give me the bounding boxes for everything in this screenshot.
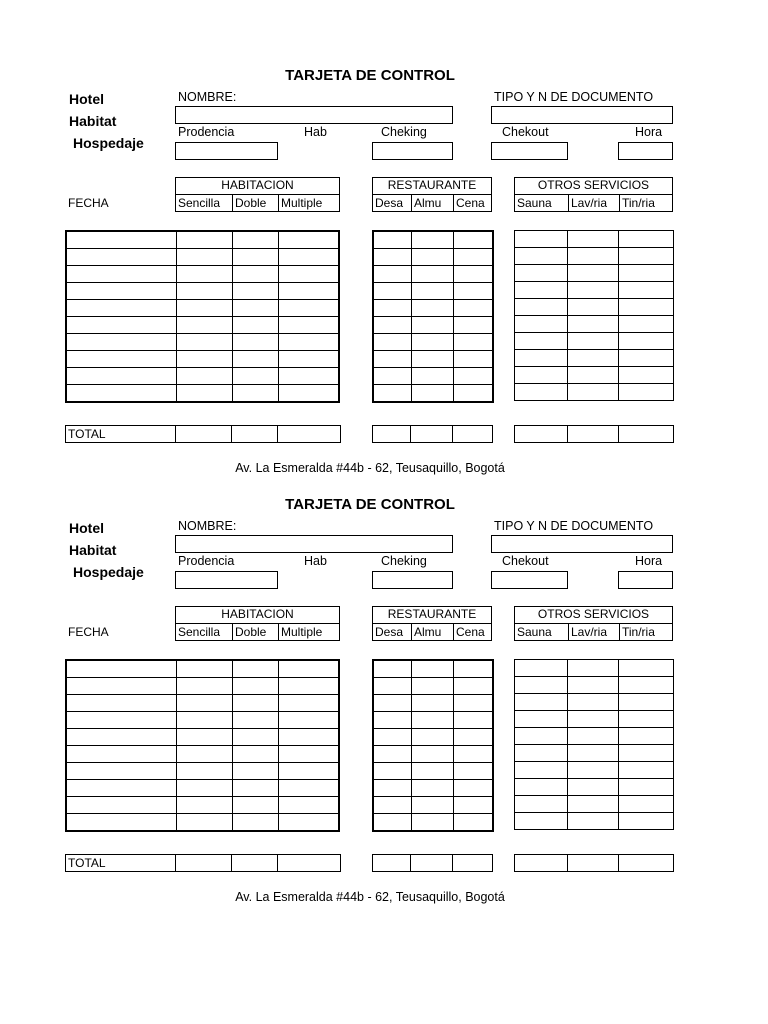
hora-label: Hora bbox=[635, 554, 663, 568]
table-row bbox=[66, 249, 339, 266]
table-row bbox=[515, 299, 674, 316]
hotel-name-line-1: Hotel bbox=[69, 520, 104, 536]
table-row bbox=[515, 796, 674, 813]
table-row bbox=[373, 249, 493, 266]
table-row bbox=[373, 797, 493, 814]
table-row bbox=[66, 317, 339, 334]
col-doble: Doble bbox=[232, 624, 278, 640]
table-row bbox=[373, 660, 493, 678]
table-row bbox=[515, 248, 674, 265]
hotel-name-line-1: Hotel bbox=[69, 91, 104, 107]
table-row bbox=[515, 694, 674, 711]
col-sencilla: Sencilla bbox=[178, 625, 221, 639]
total-label: TOTAL bbox=[66, 855, 176, 872]
table-row bbox=[515, 677, 674, 694]
card-title: TARJETA DE CONTROL bbox=[285, 496, 455, 513]
hora-label: Hora bbox=[635, 125, 663, 139]
col-tintoreria: Tin/ria bbox=[619, 624, 672, 640]
prodencia-field[interactable] bbox=[175, 571, 278, 589]
table-row bbox=[515, 728, 674, 745]
hotel-name-line-2: Habitat bbox=[69, 542, 117, 558]
table-row bbox=[515, 711, 674, 728]
tipo-documento-label: TIPO Y N DE DOCUMENTO bbox=[494, 90, 654, 104]
col-lavanderia: Lav/ria bbox=[568, 195, 619, 211]
cheking-label: Cheking bbox=[381, 125, 427, 139]
table-row bbox=[66, 729, 339, 746]
table-row bbox=[373, 317, 493, 334]
hotel-name-line-2: Habitat bbox=[69, 113, 117, 129]
habitacion-header: HABITACION bbox=[175, 177, 340, 195]
table-row bbox=[66, 351, 339, 368]
total-restaurante-row[interactable] bbox=[372, 854, 493, 872]
hotel-address: Av. La Esmeralda #44b - 62, Teusaquillo, Bogotá bbox=[235, 890, 505, 904]
table-row bbox=[515, 231, 674, 248]
table-row bbox=[66, 712, 339, 729]
otros-servicios-header: OTROS SERVICIOS bbox=[514, 606, 673, 624]
table-row bbox=[66, 780, 339, 797]
table-row bbox=[66, 814, 339, 832]
restaurante-header: RESTAURANTE bbox=[372, 606, 492, 624]
col-multiple: Multiple bbox=[278, 624, 339, 640]
nombre-field[interactable] bbox=[175, 106, 453, 124]
table-row bbox=[66, 266, 339, 283]
fecha-habitacion-grid[interactable] bbox=[65, 230, 340, 403]
cheking-label: Cheking bbox=[381, 554, 427, 568]
col-cena: Cena bbox=[453, 624, 491, 640]
table-row bbox=[373, 385, 493, 403]
table-row bbox=[66, 368, 339, 385]
card-title: TARJETA DE CONTROL bbox=[285, 67, 455, 84]
table-row bbox=[373, 780, 493, 797]
documento-field[interactable] bbox=[491, 106, 673, 124]
restaurante-subheader bbox=[372, 624, 492, 641]
total-label: TOTAL bbox=[66, 426, 176, 443]
table-row bbox=[373, 814, 493, 832]
table-row bbox=[66, 385, 339, 403]
col-almu: Almu bbox=[411, 195, 453, 211]
col-almu: Almu bbox=[411, 624, 453, 640]
table-row bbox=[66, 678, 339, 695]
chekout-field[interactable] bbox=[491, 142, 568, 160]
restaurante-grid[interactable] bbox=[372, 230, 494, 403]
col-desa: Desa bbox=[375, 196, 404, 210]
fecha-habitacion-grid[interactable] bbox=[65, 659, 340, 832]
otros-subheader bbox=[514, 624, 673, 641]
otros-servicios-header: OTROS SERVICIOS bbox=[514, 177, 673, 195]
table-row bbox=[373, 231, 493, 249]
table-row bbox=[515, 265, 674, 282]
table-row bbox=[515, 282, 674, 299]
fecha-label: FECHA bbox=[68, 625, 109, 639]
table-row bbox=[373, 368, 493, 385]
col-tintoreria: Tin/ria bbox=[619, 195, 672, 211]
table-row bbox=[373, 746, 493, 763]
col-sauna: Sauna bbox=[517, 196, 552, 210]
habitacion-subheader bbox=[175, 624, 340, 641]
restaurante-grid[interactable] bbox=[372, 659, 494, 832]
hora-field[interactable] bbox=[618, 571, 673, 589]
col-cena: Cena bbox=[453, 195, 491, 211]
table-row bbox=[66, 746, 339, 763]
control-card-1 bbox=[0, 0, 768, 475]
table-row bbox=[373, 266, 493, 283]
otros-subheader bbox=[514, 195, 673, 212]
otros-servicios-grid[interactable] bbox=[514, 230, 674, 401]
nombre-label: NOMBRE: bbox=[178, 90, 237, 104]
prodencia-label: Prodencia bbox=[178, 554, 235, 568]
table-row bbox=[66, 283, 339, 300]
nombre-field[interactable] bbox=[175, 535, 453, 553]
hab-label: Hab bbox=[304, 554, 327, 568]
col-lavanderia: Lav/ria bbox=[568, 624, 619, 640]
table-row bbox=[515, 660, 674, 677]
otros-servicios-grid[interactable] bbox=[514, 659, 674, 830]
chekout-label: Chekout bbox=[502, 554, 549, 568]
table-row bbox=[515, 745, 674, 762]
table-row bbox=[66, 231, 339, 249]
total-otros-row[interactable] bbox=[514, 854, 674, 872]
table-row bbox=[515, 762, 674, 779]
table-row bbox=[373, 695, 493, 712]
documento-field[interactable] bbox=[491, 535, 673, 553]
chekout-label: Chekout bbox=[502, 125, 549, 139]
hotel-address: Av. La Esmeralda #44b - 62, Teusaquillo, Bogotá bbox=[235, 461, 505, 475]
table-row bbox=[66, 300, 339, 317]
table-row bbox=[66, 695, 339, 712]
col-sencilla: Sencilla bbox=[178, 196, 221, 210]
col-multiple: Multiple bbox=[278, 195, 339, 211]
table-row bbox=[373, 729, 493, 746]
total-habitacion-row[interactable] bbox=[65, 854, 341, 872]
table-row bbox=[373, 334, 493, 351]
table-row bbox=[373, 712, 493, 729]
restaurante-header: RESTAURANTE bbox=[372, 177, 492, 195]
hora-field[interactable] bbox=[618, 142, 673, 160]
table-row bbox=[373, 351, 493, 368]
fecha-label: FECHA bbox=[68, 196, 109, 210]
table-row bbox=[515, 316, 674, 333]
control-card-2 bbox=[0, 429, 768, 904]
table-row bbox=[66, 334, 339, 351]
prodencia-field[interactable] bbox=[175, 142, 278, 160]
col-sauna: Sauna bbox=[517, 625, 552, 639]
table-row bbox=[66, 797, 339, 814]
cheking-field[interactable] bbox=[372, 142, 453, 160]
table-row bbox=[373, 763, 493, 780]
col-desa: Desa bbox=[375, 625, 404, 639]
hab-label: Hab bbox=[304, 125, 327, 139]
table-row bbox=[515, 384, 674, 401]
table-row bbox=[515, 333, 674, 350]
table-row bbox=[515, 813, 674, 830]
tipo-documento-label: TIPO Y N DE DOCUMENTO bbox=[494, 519, 654, 533]
table-row bbox=[373, 300, 493, 317]
nombre-label: NOMBRE: bbox=[178, 519, 237, 533]
table-row bbox=[373, 678, 493, 695]
hotel-name-line-3: Hospedaje bbox=[73, 564, 144, 580]
hotel-name-line-3: Hospedaje bbox=[73, 135, 144, 151]
table-row bbox=[66, 660, 339, 678]
table-row bbox=[515, 367, 674, 384]
restaurante-subheader bbox=[372, 195, 492, 212]
table-row bbox=[373, 283, 493, 300]
habitacion-subheader bbox=[175, 195, 340, 212]
chekout-field[interactable] bbox=[491, 571, 568, 589]
table-row bbox=[515, 350, 674, 367]
cheking-field[interactable] bbox=[372, 571, 453, 589]
habitacion-header: HABITACION bbox=[175, 606, 340, 624]
table-row bbox=[515, 779, 674, 796]
table-row bbox=[66, 763, 339, 780]
col-doble: Doble bbox=[232, 195, 278, 211]
prodencia-label: Prodencia bbox=[178, 125, 235, 139]
